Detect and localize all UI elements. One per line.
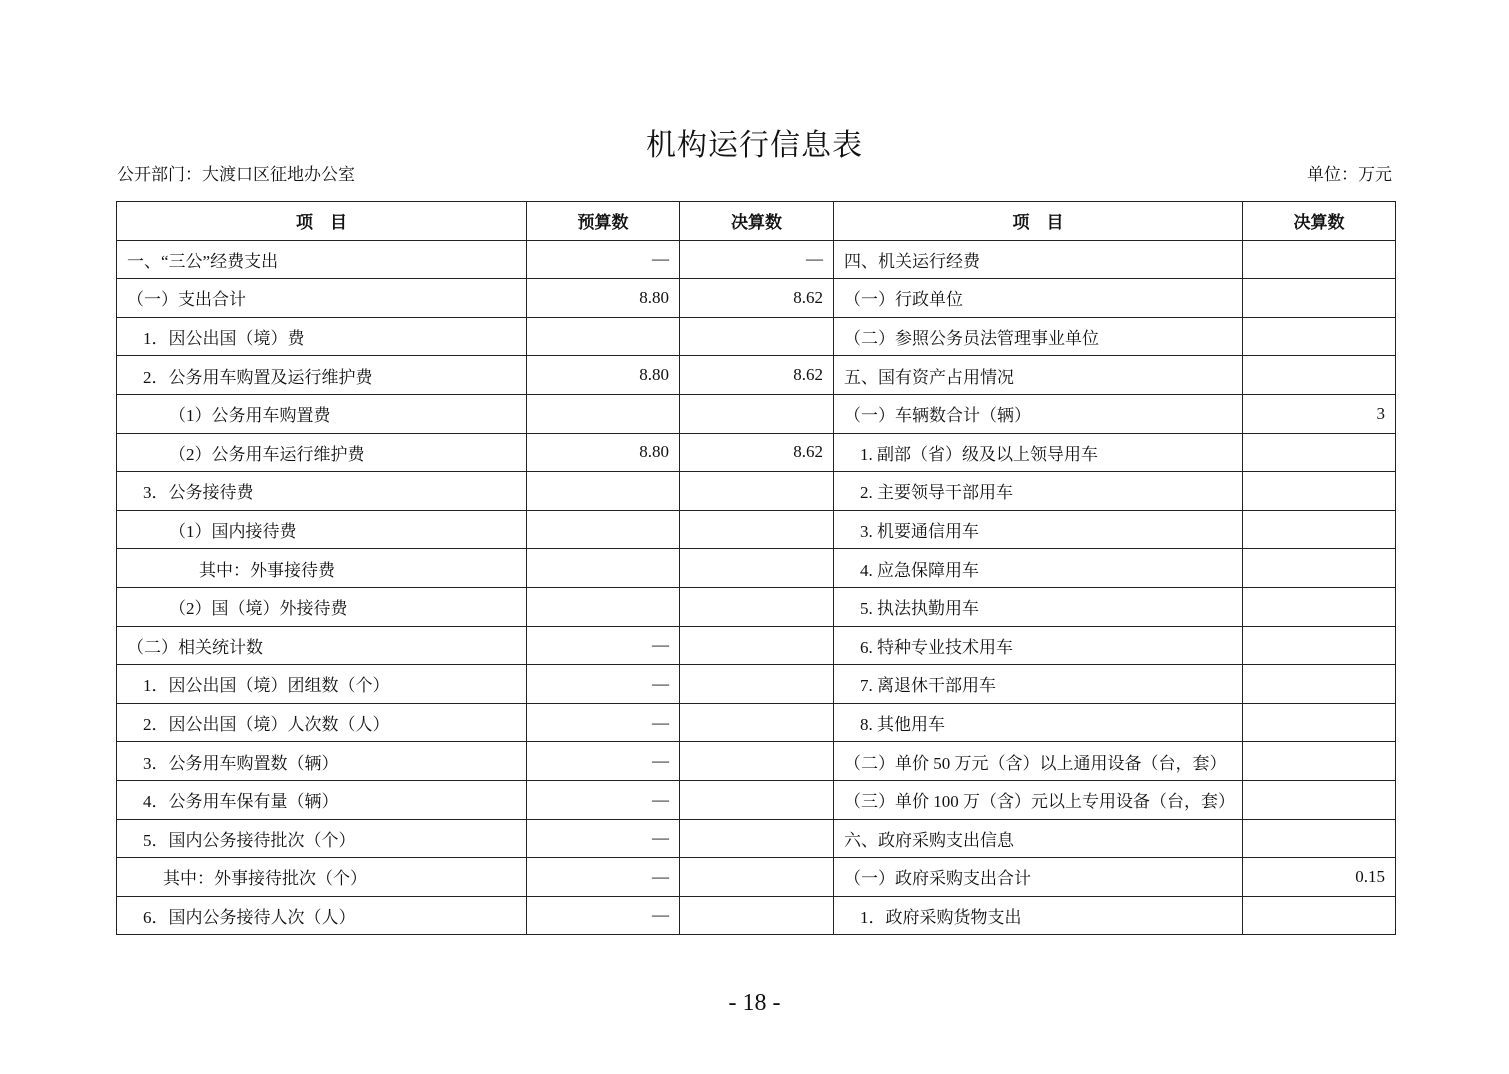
final-value (680, 510, 834, 549)
left-item-label: （二）相关统计数 (117, 626, 527, 665)
right-item-label: （一）政府采购支出合计 (834, 858, 1243, 897)
table-row (117, 665, 1396, 704)
left-item-label: 其中：外事接待费 (117, 549, 527, 588)
final-value (680, 819, 834, 858)
final-value (680, 742, 834, 781)
header-budget: 预算数 (527, 202, 680, 241)
left-item-label: 4．公务用车保有量（辆） (117, 780, 527, 819)
final-value: 8.62 (680, 356, 834, 395)
right-final-value (1243, 780, 1396, 819)
right-final-value (1243, 240, 1396, 279)
budget-value: — (527, 240, 680, 279)
header-item-left: 项 目 (117, 202, 527, 241)
left-item-label: 一、“三公”经费支出 (117, 240, 527, 279)
budget-value: — (527, 742, 680, 781)
left-item-label: 1．因公出国（境）费 (117, 317, 527, 356)
header-final-right: 决算数 (1243, 202, 1396, 241)
right-item-label: 四、机关运行经费 (834, 240, 1243, 279)
final-value: — (680, 240, 834, 279)
budget-value (527, 587, 680, 626)
right-final-value (1243, 819, 1396, 858)
right-final-value (1243, 703, 1396, 742)
budget-value (527, 549, 680, 588)
right-item-label: 1. 副部（省）级及以上领导用车 (834, 433, 1243, 472)
budget-value: — (527, 819, 680, 858)
right-final-value (1243, 742, 1396, 781)
budget-value: 8.80 (527, 356, 680, 395)
left-item-label: 3．公务接待费 (117, 472, 527, 511)
table-row (117, 549, 1396, 588)
right-final-value (1243, 896, 1396, 935)
page-title: 机构运行信息表 (646, 129, 863, 162)
left-item-label: 6．国内公务接待人次（人） (117, 896, 527, 935)
table-row (117, 896, 1396, 935)
right-final-value (1243, 626, 1396, 665)
left-item-label: （2）公务用车运行维护费 (117, 433, 527, 472)
table-row (117, 510, 1396, 549)
right-final-value: 0.15 (1243, 858, 1396, 897)
right-final-value: 3 (1243, 394, 1396, 433)
right-item-label: 六、政府采购支出信息 (834, 819, 1243, 858)
budget-value: — (527, 858, 680, 897)
right-item-label: 8. 其他用车 (834, 703, 1243, 742)
table-row (117, 858, 1396, 897)
left-item-label: 3．公务用车购置数（辆） (117, 742, 527, 781)
department-label: 公开部门：大渡口区征地办公室 (117, 165, 355, 184)
left-item-label: 其中：外事接待批次（个） (117, 858, 527, 897)
left-item-label: 2．公务用车购置及运行维护费 (117, 356, 527, 395)
right-item-label: 3. 机要通信用车 (834, 510, 1243, 549)
final-value (680, 472, 834, 511)
right-final-value (1243, 317, 1396, 356)
right-final-value (1243, 472, 1396, 511)
final-value (680, 587, 834, 626)
left-item-label: （一）支出合计 (117, 279, 527, 318)
final-value (680, 394, 834, 433)
final-value: 8.62 (680, 433, 834, 472)
final-value (680, 665, 834, 704)
right-item-label: 2. 主要领导干部用车 (834, 472, 1243, 511)
right-final-value (1243, 549, 1396, 588)
table-row (117, 356, 1396, 395)
header-final-left: 决算数 (680, 202, 834, 241)
right-item-label: 6. 特种专业技术用车 (834, 626, 1243, 665)
right-item-label: 4. 应急保障用车 (834, 549, 1243, 588)
right-final-value (1243, 279, 1396, 318)
left-item-label: （1）国内接待费 (117, 510, 527, 549)
right-item-label: （二）参照公务员法管理事业单位 (834, 317, 1243, 356)
budget-value (527, 317, 680, 356)
table-row (117, 472, 1396, 511)
right-final-value (1243, 587, 1396, 626)
right-item-label: （二）单价 50 万元（含）以上通用设备（台，套） (834, 742, 1243, 781)
right-item-label: 7. 离退休干部用车 (834, 665, 1243, 704)
left-item-label: （2）国（境）外接待费 (117, 587, 527, 626)
table-row (117, 742, 1396, 781)
budget-value: 8.80 (527, 279, 680, 318)
left-item-label: 2．因公出国（境）人次数（人） (117, 703, 527, 742)
budget-value: — (527, 665, 680, 704)
table-row (117, 780, 1396, 819)
table-row (117, 240, 1396, 279)
table-row (117, 317, 1396, 356)
right-item-label: 1．政府采购货物支出 (834, 896, 1243, 935)
budget-value: — (527, 780, 680, 819)
table-row (117, 394, 1396, 433)
final-value (680, 317, 834, 356)
right-item-label: （三）单价 100 万（含）元以上专用设备（台，套） (834, 780, 1243, 819)
budget-value: 8.80 (527, 433, 680, 472)
page-number: - 18 - (728, 990, 781, 1016)
budget-value: — (527, 703, 680, 742)
right-item-label: （一）行政单位 (834, 279, 1243, 318)
table-row (117, 626, 1396, 665)
final-value (680, 780, 834, 819)
final-value (680, 896, 834, 935)
right-final-value (1243, 433, 1396, 472)
table-row (117, 587, 1396, 626)
final-value (680, 858, 834, 897)
right-item-label: 五、国有资产占用情况 (834, 356, 1243, 395)
table-row (117, 819, 1396, 858)
table-row (117, 279, 1396, 318)
final-value (680, 703, 834, 742)
right-item-label: （一）车辆数合计（辆） (834, 394, 1243, 433)
institution-operation-table (116, 201, 1396, 935)
left-item-label: 1．因公出国（境）团组数（个） (117, 665, 527, 704)
budget-value: — (527, 626, 680, 665)
table-row (117, 703, 1396, 742)
header-item-right: 项 目 (834, 202, 1243, 241)
table-header-row (117, 202, 1396, 241)
table-row (117, 433, 1396, 472)
right-final-value (1243, 665, 1396, 704)
unit-label: 单位：万元 (1307, 165, 1392, 184)
right-final-value (1243, 510, 1396, 549)
budget-value (527, 472, 680, 511)
budget-value (527, 510, 680, 549)
left-item-label: （1）公务用车购置费 (117, 394, 527, 433)
final-value: 8.62 (680, 279, 834, 318)
budget-value: — (527, 896, 680, 935)
budget-value (527, 394, 680, 433)
left-item-label: 5．国内公务接待批次（个） (117, 819, 527, 858)
right-final-value (1243, 356, 1396, 395)
final-value (680, 549, 834, 588)
final-value (680, 626, 834, 665)
right-item-label: 5. 执法执勤用车 (834, 587, 1243, 626)
